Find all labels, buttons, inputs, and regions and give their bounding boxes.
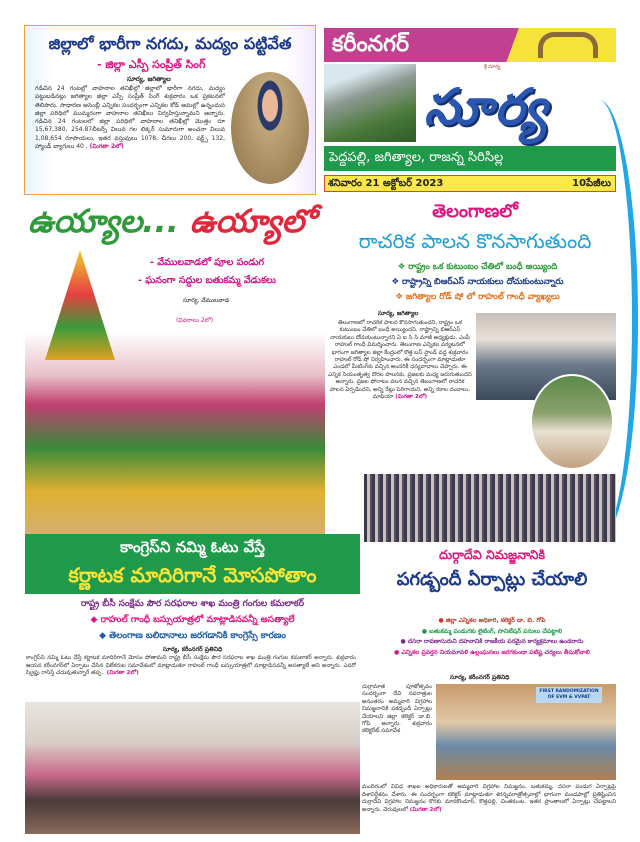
dam-photo — [324, 64, 416, 142]
rahul-bullet: ❖ జగిత్యాల రోడ్ షో లో రాహుల్ గాంధీ వ్యాఖ్యలు — [395, 292, 560, 302]
festival-dateline: సూర్య, వేములవాడ — [183, 297, 230, 304]
durga-bullet: ● బతుకమ్మ పండుగకు లైటింగ్, సానిటేషన్ పనులు చేపట్టాలి — [421, 627, 563, 635]
masthead-tagline: శ్రీ సూర్య — [484, 64, 501, 70]
continued-link[interactable]: (మిగతా 2లో) — [89, 143, 124, 151]
congress-bullet1: ◆ రాహుల్ గాంధీ బస్సుయాత్రలో మాట్లాడినవన్నీ అసత్యాలే — [90, 615, 295, 625]
durga-bullet: ● జిల్లా ఎన్నికల అధికారి, కలెక్టర్ డా. బి. గోపి — [438, 617, 546, 624]
durga-headline: పగడ్బందీ ఏర్పాట్లు చేయాలి — [396, 569, 588, 590]
kaman-arch-icon — [538, 32, 598, 58]
evm-meeting-photo — [436, 684, 616, 780]
durga-kicker: దుర్గాదేవి నిమజ్జనానికి — [439, 547, 545, 562]
top-story-headline: జిల్లాలో భారీగా నగదు, మద్యం పట్టివేత — [48, 34, 292, 53]
festival-more[interactable]: (వివరాలు 2లో) — [176, 317, 214, 324]
congress-line1: కాంగ్రెస్‌ని నమ్మి ఓటు వేస్తే — [120, 538, 265, 556]
congress-body: కాంగ్రెస్‌ని నమ్మి ఓటు వేస్తే కర్ణాటక మాదిరిగానే మోసం పోతామని రాష్ట్ర బీసీ సంక్షేమ పౌర సరఫరాల శాఖ మంత్రి గంగుల కమలాకర్ అన్నారు. శుక్రవారం ఆయన కరీంనగర్‌లో ఏర్పాటు చేసిన విలేకరుల సమావేశంలో మాట్లాడుతూ రాహుల్ గాంధీ బస్సుయాత్రలో మాట్లాడినవన్నీ అసత్యాలే అని అన్నారు. ఎవరో స్క్రిప్టు రాసిస్తే చదువుతున్నారే తప్ప.. (మిగతా 2లో) — [26, 655, 356, 677]
durga-body-column: దుర్గామాత పూజోత్సవం సందర్భంగా దేవి నవరాత్రుల అనంతరం అమ్మవారి విగ్రహాల నిమజ్జనానికి పకడ్బందీ ఏర్పాట్లు చేయాలని జిల్లా కలెక్టర్ డా.బి. గోపి అన్నారు. శుక్రవారం కలెక్టరేట్ సమావేశ — [362, 684, 432, 735]
rahul-bullet: ❖ రాష్ట్రాన్ని బిఆర్ఎస్ నాయకులు దోచుకుంటున్నారు — [391, 277, 564, 287]
rahul-kicker: తెలంగాణలో — [432, 201, 518, 222]
masthead-logo: సూర్య — [424, 78, 550, 136]
congress-sub: రాష్ట్ర బీసీ సంక్షేమ పౌర సరఫరాల శాఖ మంత్రి గంగుల కమలాకర్ — [80, 599, 305, 609]
crowd-photo — [364, 474, 616, 542]
masthead-districts: పెద్దపల్లి, జగిత్యాల, రాజన్న సిరిసిల్ల — [329, 150, 504, 165]
rahul-body: తెలంగాణలో రాచరిక పాలన కొనసాగుతుందని, రాష్ట్రం ఒక కుటుంబం చేతిలో బంధీ అయ్యిందని, రాష్ట్రాన్ని బిఆర్ఎస్ నాయకులు దోచుకుంటున్నారని ఏ ఐ సి సి మాజీ అధ్యక్షుడు, ఎంపీ రాహుల్ గాంధీ విమర్శించారు. తెలంగాణ ఎన్నికల పర్యటనలో భాగంగా జగిత్యాల జిల్లా కేంద్రంలో కొత్త బస్ స్టాండ్ వద్ద శుక్రవారం రాహుల్ రోడ్ షో నిర్వహించారు. ఈ సందర్భంగా మాట్లాడుతూ ఎండలో మీటింగ్‌కు వచ్చిన అందరికీ ధన్యవాదాలు చెప్పారు. ఈ ఎన్నిక సియంతృత్వ దొరల పాలనకు, ప్రజలకు మధ్య జరుగుతుందని అన్నారు. ప్రజల పోరాటం వలన వచ్చిన తెలంగాణలో రాచరిక పాలన ఏర్పడిందని, అన్ని రేట్లు పెరిగాయని, అన్ని రకాల దందాలు, మాఫియా (మిగతా 2లో) — [328, 320, 472, 401]
rahul-dateline: సూర్య, జగిత్యాల — [378, 310, 419, 317]
congress-dateline: సూర్య, కరీంనగర్ ప్రతినిధి — [162, 646, 223, 653]
masthead-city: కరీంనగర్ — [332, 32, 410, 57]
masthead-city-bar — [324, 28, 616, 62]
durga-bullets — [366, 616, 618, 658]
rahul-bullets — [335, 260, 620, 305]
press-meet-photo — [25, 702, 360, 834]
festival-sub2: - ఘనంగా సద్దుల బతుకమ్మ వేడుకలు — [138, 275, 276, 286]
top-story-subhead: - జిల్లా ఎస్పీ సంప్రీత్ సింగ్ — [97, 58, 206, 71]
festival-sub1: - వేములవాడలో పూల పండుగ — [150, 257, 265, 268]
durga-bullet: ● దసరా రావణాసురుని దహనానికి రాజకీయ పరమైన కార్యక్రమాలు ఉండరాదు — [400, 638, 584, 645]
rahul-headline: రాచరిక పాలన కొనసాగుతుంది — [358, 229, 592, 253]
leader-with-flag-photo — [530, 374, 614, 470]
durga-body-wide: మందిరంలో వివిధ శాఖల అధికారులతో అమ్మవారి విగ్రహాల నిమజ్జనం, బతుకమ్మ, దసరా పండుగ ఏర్పాట్లపై దిశానిర్దేశనం చేశారు. ఈ సందర్భంగా కలెక్టర్ మాట్లాడుతూ శరన్నవరాత్రోత్సవాల్లో భాగంగా మండపాల్లో ప్రతిష్టించిన దుర్గాదేవి విగ్రహాల నిమజ్జనం కొరకు మానకొండూర్, కొత్తపల్లి, చింతకుంట, ఇతర ప్రాంతాలలో ఏర్పాట్లు చేపట్టాలని అన్నారు. చెరువులలో (మిగతా 2లో) — [362, 784, 616, 813]
congress-line2: కర్ణాటక మాదిరిగానే మోసపోతాం — [68, 563, 317, 587]
congress-banner — [25, 534, 360, 594]
festival-headline: ఉయ్యాల... ఉయ్యాలో — [28, 202, 315, 240]
evm-banner: FIRST RANDOMIZATION OF EVM & VVPAT — [536, 687, 602, 703]
top-story-box — [24, 25, 316, 195]
durga-bullet: ● ఎన్నికల ప్రవర్తన నియమావళి ఉల్లంఘనలు జరగకుండా పటిష్ట చర్యలు తీసుకోవాలి — [394, 648, 590, 656]
top-story-dateline: సూర్య, జగిత్యాల — [127, 75, 171, 83]
sp-portrait-photo — [231, 72, 309, 184]
issue-date: శనివారం 21 అక్టోబర్ 2023 — [328, 178, 444, 189]
rahul-bullet: ❖ రాష్ట్రం ఒక కుటుంబం చేతిలో బంధీ అయ్యింది — [397, 262, 558, 272]
page-count: 10పేజీలు — [572, 178, 611, 189]
congress-bullet2: ◆ తెలంగాణ బలిదానాలు జరగడానికి కాంగ్రెస్సే కారణం — [99, 631, 286, 641]
durga-dateline: సూర్య, కరీంనగర్ ప్రతినిధి — [450, 674, 510, 681]
top-story-body: గడిచిన 24 గంటల్లో వాహనాల తనిఖీల్లో జిల్లాలో భారీగా నగదు, మద్యం పట్టుబడినట్లు జగిత్యాల జిల్లా ఎస్పీ సంప్రీత్ సింగ్ శుక్రవారం ఒక ప్రకటనలో తెలిపారు. సాధారణ అసెంబ్లీ ఎన్నికల సందర్భంగా ఎన్నికల కోడ్ అమల్లో ఉన్నందున జిల్లా పరిధిలో ముమ్మరంగా వాహనాల తనిఖీలు నిర్వహిస్తున్నామని అన్నారు. గడిచిన 24 గంటలలో జిల్లా పరిధిలో వాహనాల తనిఖీల్లో మొత్తం రూ 15,67,380, 254.87లీటర్స్ విలువ గల లిక్కర్ సుమారుగా అంచనా విలువ 1,08,654 రూపాయలు, ఇతర వస్తువులు 1078, చీరలు 200, షర్ట్స్ 132, హ్యాండ్ బ్యాగులు 40 , (మిగతా 2లో) — [35, 85, 225, 151]
